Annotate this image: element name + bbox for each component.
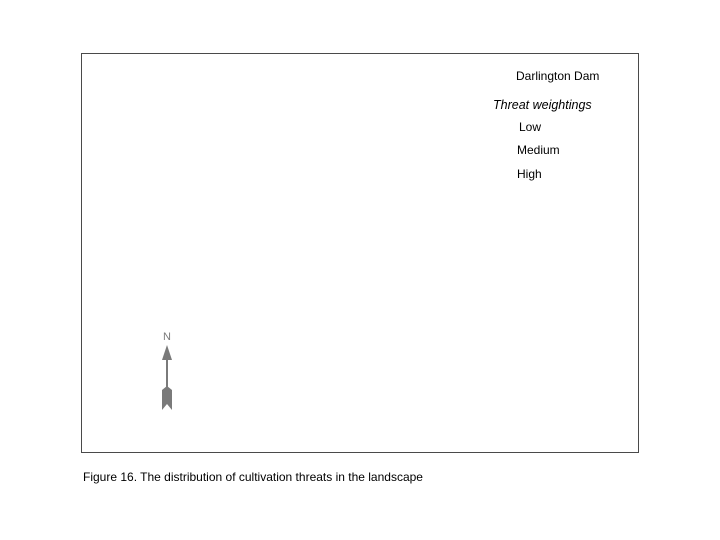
north-arrow-head [162, 345, 172, 360]
legend-item-high: High [517, 167, 542, 181]
figure-caption: Figure 16. The distribution of cultivation threats in the landscape [83, 470, 423, 484]
north-arrow-icon [152, 328, 182, 412]
north-arrow-tail [162, 386, 172, 410]
legend-item-medium: Medium [517, 143, 560, 157]
north-arrow-label: N [163, 331, 171, 343]
legend-dam-label: Darlington Dam [516, 69, 600, 83]
legend-item-low: Low [519, 120, 542, 134]
legend-title: Threat weightings [493, 98, 592, 112]
